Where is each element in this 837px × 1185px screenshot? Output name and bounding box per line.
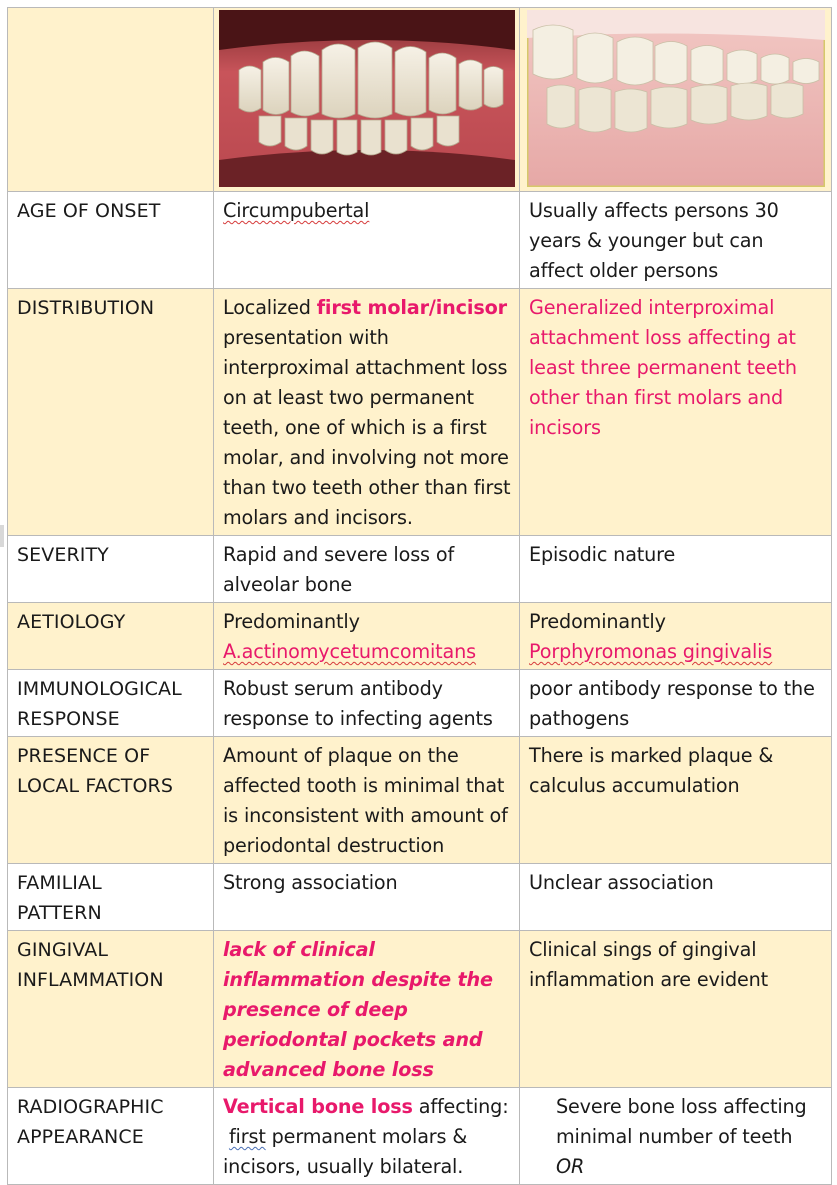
row-immunological-response xyxy=(8,670,832,737)
cell-familial-col1: Strong association xyxy=(214,864,520,931)
gingival-label-line1: GINGIVAL xyxy=(17,939,109,961)
radio-col2-text: Severe bone loss affecting minimal number of teeth xyxy=(556,1095,807,1148)
aetiology-col1-organism: A.actinomycetumcomitans xyxy=(223,640,477,663)
cell-radio-col2 xyxy=(520,1088,832,1185)
radio-col2-or: OR xyxy=(556,1155,585,1178)
label-distribution: DISTRIBUTION xyxy=(8,289,214,536)
age-col1-text: Circumpubertal xyxy=(223,199,370,222)
familial-label-line1: FAMILIAL xyxy=(17,872,102,894)
row-severity xyxy=(8,536,832,603)
frontal-teeth-photo xyxy=(219,10,515,187)
label-age-of-onset: AGE OF ONSET xyxy=(8,192,214,289)
familial-label-line2: PATTERN xyxy=(17,902,102,924)
row-gingival-inflammation xyxy=(8,931,832,1088)
cell-distribution-col2: Generalized interproximal attachment loss affecting at least three permanent teeth other than first molars and incisors xyxy=(520,289,832,536)
radio-col1-first: first xyxy=(228,1125,266,1148)
cell-age-col2: Usually affects persons 30 years & younger but can affect older persons xyxy=(520,192,832,289)
label-immunological-response xyxy=(8,670,214,737)
radio-label-line1: RADIOGRAPHIC xyxy=(17,1096,164,1118)
immuno-label-line1: IMMUNOLOGICAL xyxy=(17,678,182,700)
local-label-line1: PRESENCE OF xyxy=(17,745,151,767)
label-severity: SEVERITY xyxy=(8,536,214,603)
lateral-photo-cell xyxy=(520,8,832,192)
immuno-label-line2: RESPONSE xyxy=(17,708,120,730)
aetiology-col2-prefix: Predominantly xyxy=(529,610,666,633)
label-familial-pattern xyxy=(8,864,214,931)
scroll-edge-marker xyxy=(0,525,4,547)
cell-severity-col2: Episodic nature xyxy=(520,536,832,603)
empty-header-cell xyxy=(8,8,214,192)
row-age-of-onset xyxy=(8,192,832,289)
cell-gingival-col1: lack of clinical inflammation despite the presence of deep periodontal pockets and advanced bone loss xyxy=(214,931,520,1088)
aetiology-col1-prefix: Predominantly xyxy=(223,610,360,633)
local-label-line2: LOCAL FACTORS xyxy=(17,775,173,797)
distribution-col1-part-a: Localized xyxy=(223,296,317,319)
distribution-col1-highlight: first molar/incisor xyxy=(316,296,507,319)
cell-radio-col1 xyxy=(214,1088,520,1185)
cell-local-col1: Amount of plaque on the affected tooth is minimal that is inconsistent with amount of periodontal destruction xyxy=(214,737,520,864)
row-familial-pattern xyxy=(8,864,832,931)
cell-aetiology-col1 xyxy=(214,603,520,670)
row-radiographic-appearance xyxy=(8,1088,832,1185)
cell-distribution-col1 xyxy=(214,289,520,536)
row-distribution xyxy=(8,289,832,536)
comparison-table xyxy=(7,7,832,1185)
radio-col1-rest: permanent molars & incisors, usually bilateral. xyxy=(223,1125,468,1178)
cell-immuno-col1: Robust serum antibody response to infecting agents xyxy=(214,670,520,737)
cell-aetiology-col2 xyxy=(520,603,832,670)
label-radiographic-appearance xyxy=(8,1088,214,1185)
cell-local-col2: There is marked plaque & calculus accumulation xyxy=(520,737,832,864)
label-gingival-inflammation xyxy=(8,931,214,1088)
image-row xyxy=(8,8,832,192)
frontal-photo-cell xyxy=(214,8,520,192)
radio-label-line2: APPEARANCE xyxy=(17,1126,144,1148)
row-aetiology xyxy=(8,603,832,670)
cell-age-col1 xyxy=(214,192,520,289)
distribution-col1-part-c: presentation with interproximal attachment loss on at least two permanent teeth, one of which is a first molar, and involving not more than two teeth other than first molars and incisors. xyxy=(223,326,511,529)
label-local-factors xyxy=(8,737,214,864)
cell-immuno-col2: poor antibody response to the pathogens xyxy=(520,670,832,737)
aetiology-col2-organism: Porphyromonas gingivalis xyxy=(529,640,773,663)
cell-gingival-col2: Clinical sings of gingival inflammation are evident xyxy=(520,931,832,1088)
cell-severity-col1: Rapid and severe loss of alveolar bone xyxy=(214,536,520,603)
label-aetiology: AETIOLOGY xyxy=(8,603,214,670)
gingival-label-line2: INFLAMMATION xyxy=(17,969,164,991)
lateral-teeth-photo xyxy=(527,10,825,187)
cell-familial-col2: Unclear association xyxy=(520,864,832,931)
radio-col1-highlight: Vertical bone loss xyxy=(223,1095,413,1118)
radio-col1-affecting: affecting: xyxy=(412,1095,509,1118)
row-local-factors xyxy=(8,737,832,864)
